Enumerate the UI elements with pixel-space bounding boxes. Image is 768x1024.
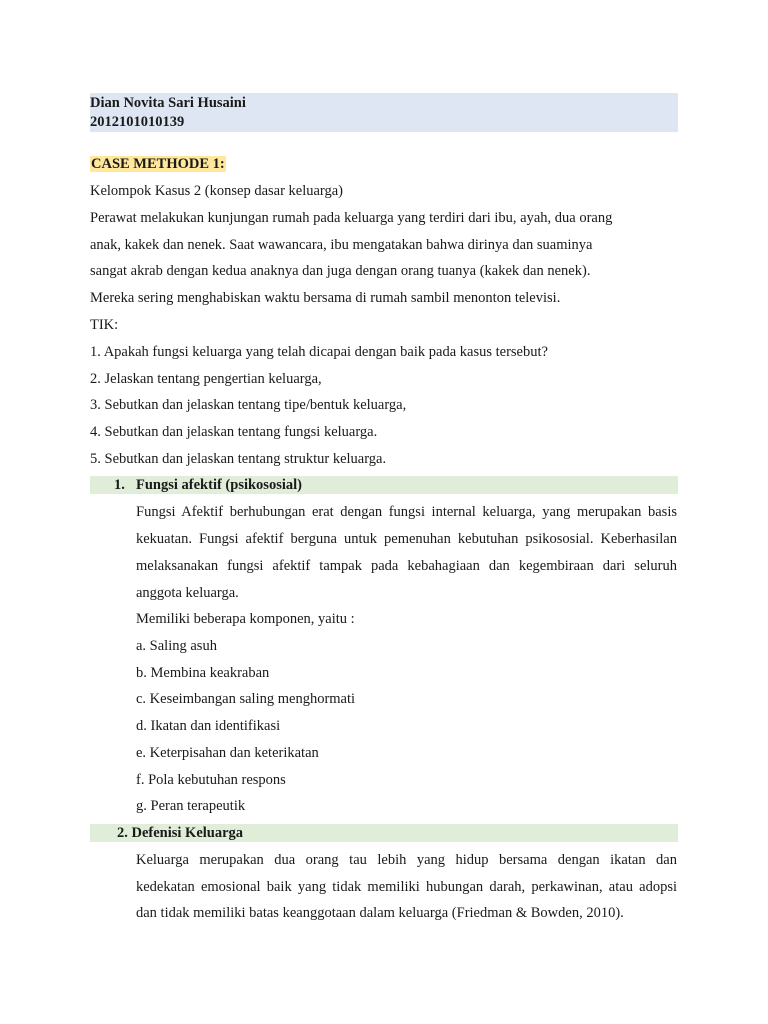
component-item: b. Membina keakraban [136,665,270,681]
question-item: 5. Sebutkan dan jelaskan tentang struktur keluarga. [90,451,387,467]
component-item: g. Peran terapeutik [136,798,246,814]
paragraph-line: Keluarga merupakan dua orang tau lebih yang hidup bersama dengan ikatan dan [136,852,677,868]
author-name: Dian Novita Sari Husaini [90,95,246,111]
scenario-line: Mereka sering menghabiskan waktu bersama di rumah sambil menonton televisi. [90,290,561,306]
case-title-highlight: CASE METHODE 1: [91,156,225,172]
component-item: d. Ikatan dan identifikasi [136,718,281,734]
paragraph-line: kedekatan emosional baik yang tidak memiliki hubungan darah, perkawinan, atau adopsi [136,879,677,895]
question-item: 4. Sebutkan dan jelaskan tentang fungsi keluarga. [90,424,378,440]
paragraph-line: kekuatan. Fungsi afektif berguna untuk pemenuhan kebutuhan psikososial. Keberhasilan [136,531,677,547]
paragraph-line: anggota keluarga. [136,585,239,601]
question-item: 1. Apakah fungsi keluarga yang telah dicapai dengan baik pada kasus tersebut? [90,344,548,360]
scenario-line: sangat akrab dengan kedua anaknya dan juga dengan orang tuanya (kakek dan nenek). [90,263,591,279]
component-item: a. Saling asuh [136,638,217,654]
scenario-line: Perawat melakukan kunjungan rumah pada keluarga yang terdiri dari ibu, ayah, dua orang [90,210,613,226]
scenario-line: anak, kakek dan nenek. Saat wawancara, ibu mengatakan bahwa dirinya dan suaminya [90,237,593,253]
section-heading: Fungsi afektif (psikososial) [136,477,302,493]
component-item: f. Pola kebutuhan respons [136,772,286,788]
case-title [90,155,226,173]
components-intro: Memiliki beberapa komponen, yaitu : [136,611,355,627]
section-number: 1. [114,477,125,493]
component-item: e. Keterpisahan dan keterikatan [136,745,319,761]
section-heading: 2. Defenisi Keluarga [117,825,244,841]
paragraph-line: dan tidak memiliki batas keanggotaan dalam keluarga (Friedman & Bowden, 2010). [136,905,624,921]
student-id: 2012101010139 [90,114,185,130]
paragraph-line: melaksanakan fungsi afektif tampak pada kebahagiaan dan kegembiraan dari seluruh [136,558,677,574]
paragraph-line: Fungsi Afektif berhubungan erat dengan fungsi internal keluarga, yang merupakan basis [136,504,677,520]
case-group: Kelompok Kasus 2 (konsep dasar keluarga) [90,183,344,199]
question-item: 3. Sebutkan dan jelaskan tentang tipe/bentuk keluarga, [90,397,407,413]
component-item: c. Keseimbangan saling menghormati [136,691,356,707]
tik-label: TIK: [90,317,119,333]
question-item: 2. Jelaskan tentang pengertian keluarga, [90,371,322,387]
